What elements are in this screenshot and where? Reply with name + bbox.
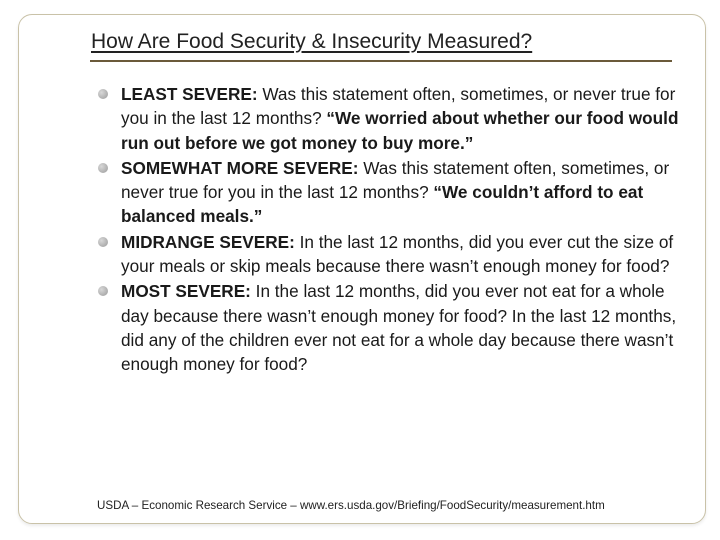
bullet-list xyxy=(98,82,690,378)
bullet-dot-icon xyxy=(98,286,108,296)
title-underline-rule xyxy=(90,60,672,62)
bullet-text: Was this statement often, sometimes, or never true for you in the last 12 months? xyxy=(121,84,676,129)
bullet-somewhat-more-severe xyxy=(98,156,690,229)
bullet-lead: MOST SEVERE: xyxy=(121,281,251,302)
bullet-most-severe xyxy=(98,279,690,376)
bullet-least-severe xyxy=(98,82,690,155)
bullet-dot-icon xyxy=(98,237,108,247)
bullet-midrange-severe xyxy=(98,230,690,279)
slide-title: How Are Food Security & Insecurity Measured? xyxy=(91,30,533,53)
bullet-text: In the last 12 months, did you ever not eat for a whole day because there wasn’t enough money for food? In the last 12 months, did any of the children ever not eat for a whole day because there wasn’t enough money for food? xyxy=(121,281,677,375)
bullet-lead: MIDRANGE SEVERE: xyxy=(121,231,295,252)
bullet-quote: “We couldn’t afford to eat balanced meals.” xyxy=(121,182,644,227)
bullet-dot-icon xyxy=(98,163,108,173)
bullet-lead: LEAST SEVERE: xyxy=(121,84,258,104)
bullet-quote: “We worried about whether our food would run out before we got money to buy more.” xyxy=(121,108,679,153)
bullet-text: Was this statement often, sometimes, or never true for you in the last 12 months? xyxy=(121,157,670,203)
bullet-text: In the last 12 months, did you ever cut the size of your meals or skip meals because there wasn’t enough money for food? xyxy=(121,231,674,277)
bullet-dot-icon xyxy=(98,89,108,99)
source-citation: USDA – Economic Research Service – www.ers.usda.gov/Briefing/FoodSecurity/measurement.htm xyxy=(97,499,605,512)
bullet-lead: SOMEWHAT MORE SEVERE: xyxy=(121,157,359,178)
